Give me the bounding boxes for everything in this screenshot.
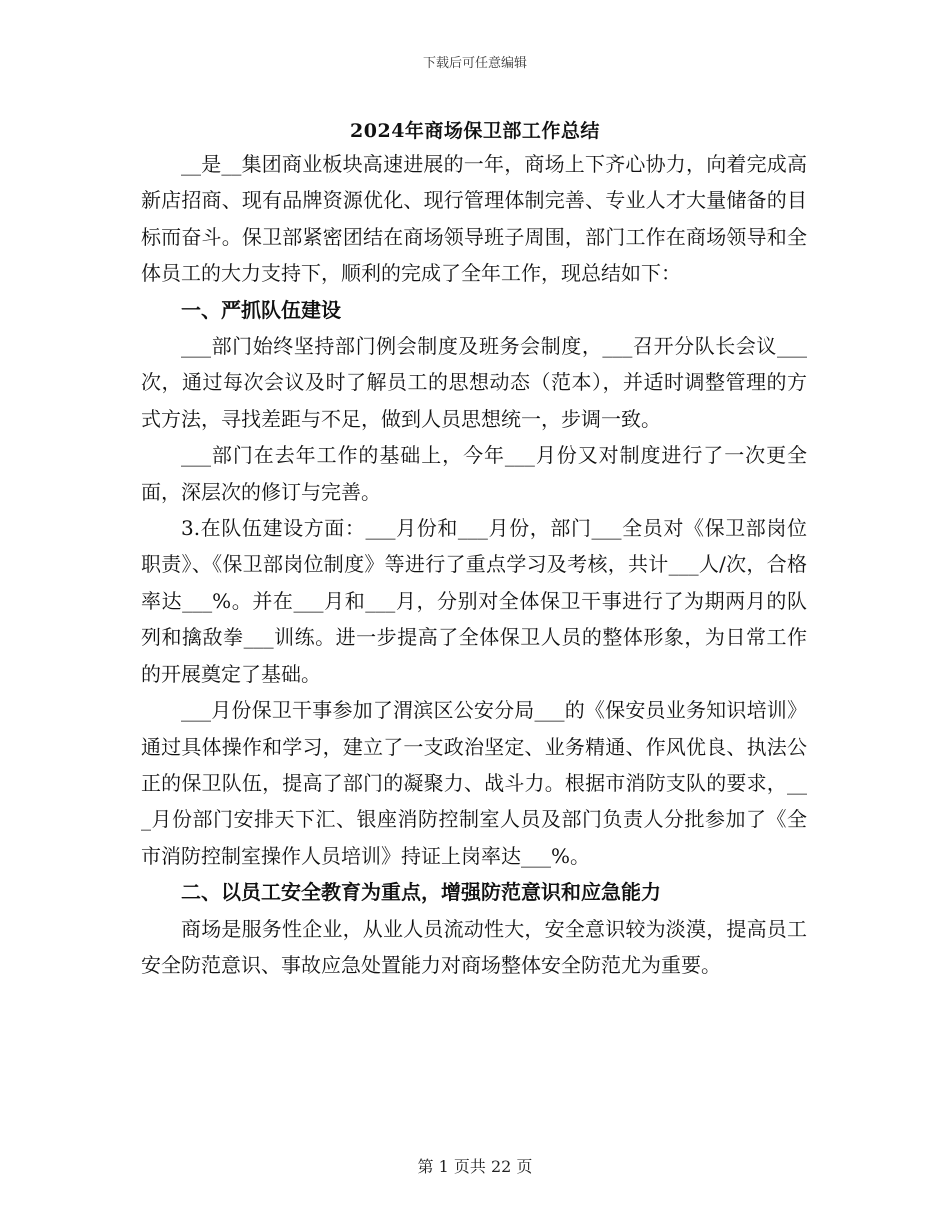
section-1-paragraph-4: ___月份保卫干事参加了渭滨区公安分局___的《保安员业务知识培训》通过具体操作和学习，建立了一支政治坚定、业务精通、作风优良、执法公正的保卫队伍，提高了部门的凝聚力、战斗力。根据市消防支队的要求，___月份部门安排天下汇、银座消防控制室人员及部门负责人分批参加了《全市消防控制室操作人员培训》持证上岗率达___%。: [141, 698, 807, 868]
section-1-paragraph-2: ___部门在去年工作的基础上，今年___月份又对制度进行了一次更全面，深层次的修订与完善。: [141, 443, 807, 504]
page-number-footer: 第 1 页共 22 页: [417, 1157, 533, 1176]
section-1-paragraph-3: 3.在队伍建设方面：___月份和___月份，部门___全员对《保卫部岗位职责》、《保卫部岗位制度》等进行了重点学习及考核，共计___人/次，合格率达___%。并在___月和___月，分别对全体保卫干事进行了为期两月的队列和擒敌拳___训练。进一步提高了全体保卫人员的整体形象，为日常工作的开展奠定了基础。: [141, 516, 807, 686]
document-body: [141, 146, 807, 983]
section-2-heading: 二、以员工安全教育为重点，增强防范意识和应急能力: [181, 880, 661, 905]
section-1-paragraph-1: ___部门始终坚持部门例会制度及班务会制度，___召开分队长会议___次，通过每次会议及时了解员工的思想动态（范本），并适时调整管理的方式方法，寻找差距与不足，做到人员思想统一，步调一致。: [141, 334, 807, 431]
document-title: 2024年商场保卫部工作总结: [350, 120, 600, 142]
intro-paragraph: __是__集团商业板块高速进展的一年，商场上下齐心协力，向着完成高新店招商、现有品牌资源优化、现行管理体制完善、专业人才大量储备的目标而奋斗。保卫部紧密团结在商场领导班子周围，部门工作在商场领导和全体员工的大力支持下，顺利的完成了全年工作，现总结如下：: [141, 152, 807, 286]
section-1-heading: 一、严抓队伍建设: [181, 297, 341, 322]
section-2-paragraph-1: 商场是服务性企业，从业人员流动性大，安全意识较为淡漠，提高员工安全防范意识、事故应急处置能力对商场整体安全防范尤为重要。: [141, 916, 807, 977]
page-header-note: 下载后可任意编辑: [422, 56, 527, 71]
